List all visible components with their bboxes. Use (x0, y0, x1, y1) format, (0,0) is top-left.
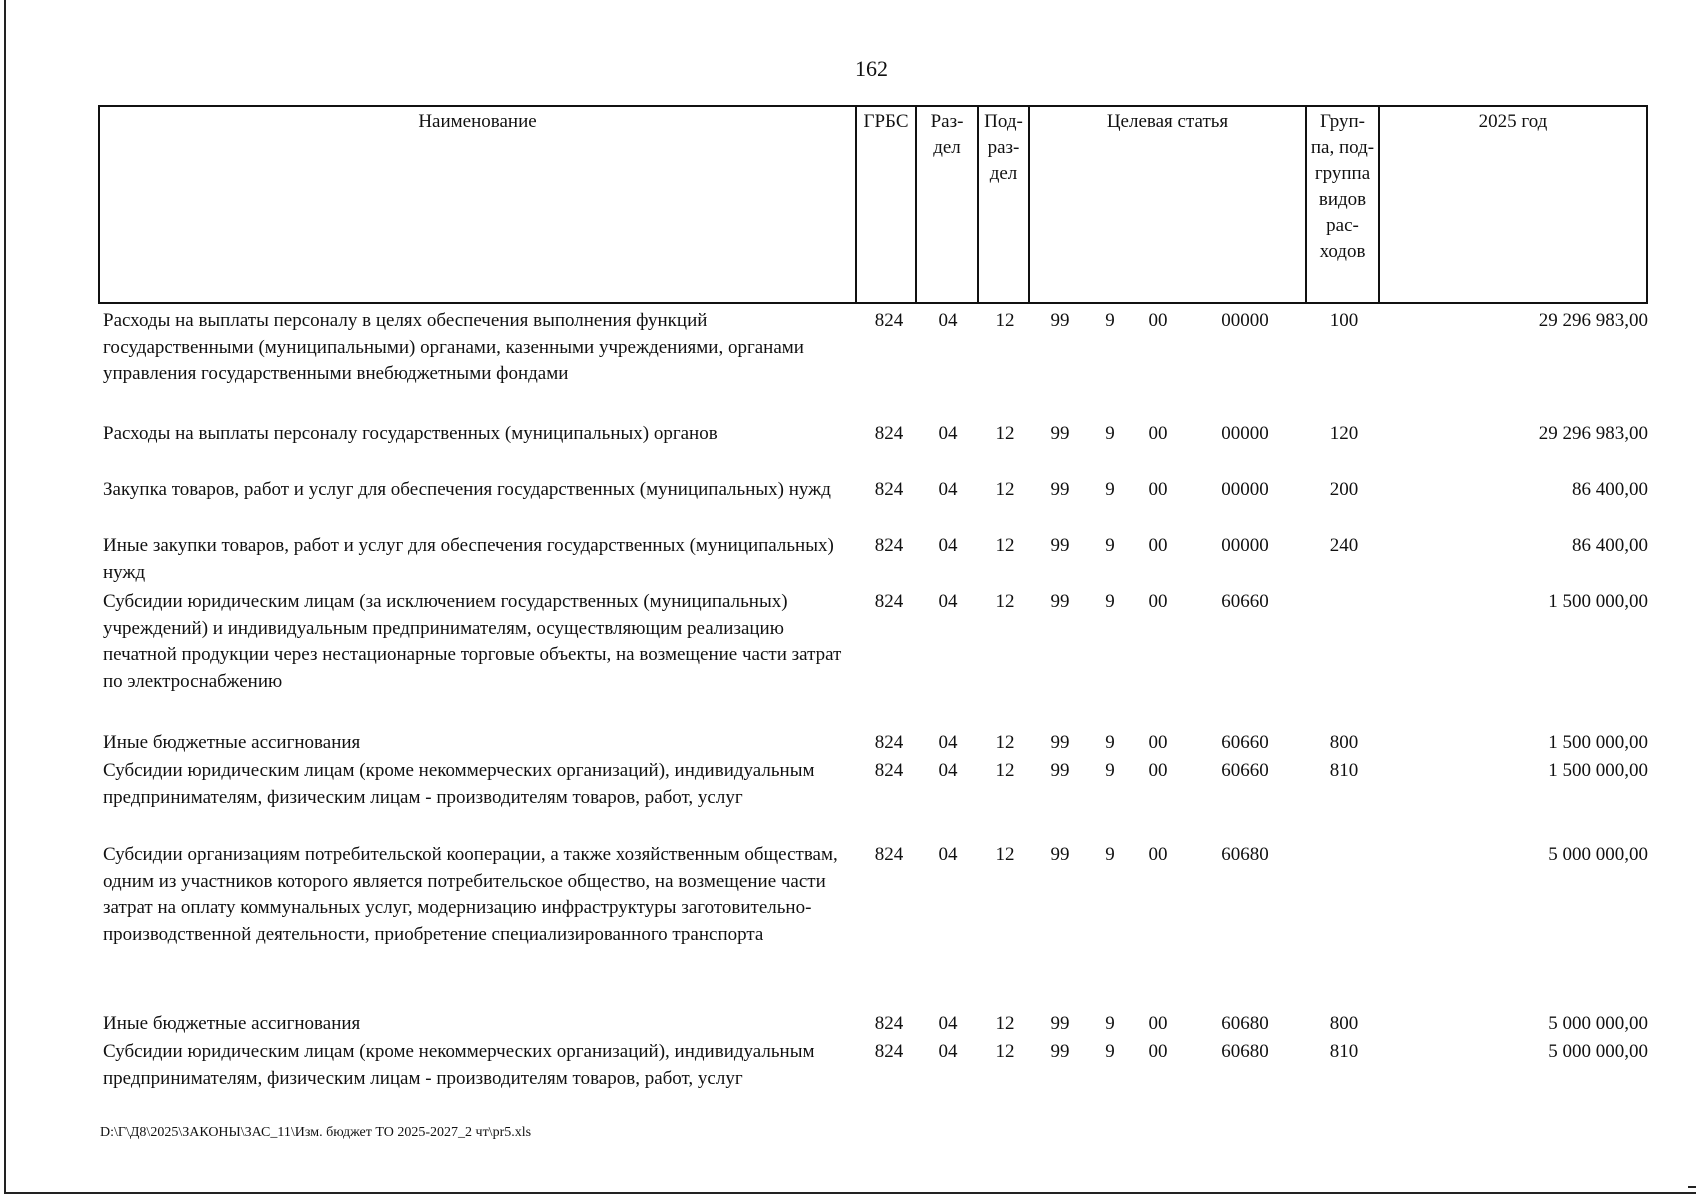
header-line: Целевая статья (1106, 111, 1229, 132)
row-name: Расходы на выплаты персоналу государственных (муниципальных) органов (103, 423, 718, 444)
target-code-cell: 60660 (1221, 591, 1269, 612)
razdel-cell: 04 (938, 1013, 958, 1034)
target-direction-cell: 00 (1148, 760, 1168, 781)
razdel-cell: 04 (938, 591, 958, 612)
header-expense-group (1305, 107, 1378, 302)
amount-cell: 5 000 000,00 (1548, 1013, 1648, 1034)
podrazdel-cell: 12 (995, 535, 1015, 556)
expense-group-cell: 810 (1329, 1041, 1359, 1062)
page-frame-right (1688, 1186, 1696, 1188)
target-program-cell: 99 (1050, 535, 1070, 556)
amount-cell: 5 000 000,00 (1548, 1041, 1648, 1062)
grbs-cell: 824 (874, 310, 904, 331)
header-line: Наименование (418, 111, 537, 132)
target-program-cell: 99 (1050, 423, 1070, 444)
grbs-cell: 824 (874, 591, 904, 612)
row-name: Субсидии юридическим лицам (за исключением государственных (муниципальных) учреждений) и индивидуальным предпринимателям, осуществляющим реализацию печатной продукции через нестационарные торговые объекты, на возмещение части затрат по электроснабжению (103, 591, 842, 692)
expense-group-cell: 100 (1329, 310, 1359, 331)
grbs-cell: 824 (874, 535, 904, 556)
expense-group-cell: 810 (1329, 760, 1359, 781)
podrazdel-cell: 12 (995, 760, 1015, 781)
target-program-cell: 99 (1050, 1041, 1070, 1062)
header-grbs (855, 107, 915, 302)
target-subprogram-cell: 9 (1105, 1013, 1115, 1034)
grbs-cell: 824 (874, 732, 904, 753)
razdel-cell: 04 (938, 1041, 958, 1062)
grbs-cell: 824 (874, 423, 904, 444)
row-name: Субсидии организациям потребительской кооперации, а также хозяйственным обществам, одним из участников которого является потребительское общество, на возмещение части затрат на оплату коммунальных услуг, модернизацию инфраструктуры заготовительно-производственной деятельности, приобретение специализированного транспорта (103, 844, 838, 945)
row-name: Иные бюджетные ассигнования (103, 732, 361, 753)
table-header (98, 105, 1648, 304)
podrazdel-cell: 12 (995, 1041, 1015, 1062)
target-program-cell: 99 (1050, 479, 1070, 500)
grbs-cell: 824 (874, 1041, 904, 1062)
target-subprogram-cell: 9 (1105, 844, 1115, 865)
podrazdel-cell: 12 (995, 844, 1015, 865)
target-subprogram-cell: 9 (1105, 423, 1115, 444)
amount-cell: 86 400,00 (1572, 479, 1648, 500)
file-path: D:\Г\Д8\2025\ЗАКОНЫ\ЗАС_11\Изм. бюджет ТО 2025-2027_2 чт\pr5.xls (100, 1125, 532, 1140)
amount-cell: 29 296 983,00 (1538, 423, 1648, 444)
podrazdel-cell: 12 (995, 423, 1015, 444)
header-line: ГРБС (863, 111, 909, 132)
expense-group-cell: 800 (1329, 732, 1359, 753)
target-code-cell: 60660 (1221, 732, 1269, 753)
row-name: Субсидии юридическим лицам (кроме некоммерческих организаций), индивидуальным предпринимателям, физическим лицам - производителям товаров, работ, услуг (103, 760, 815, 808)
target-direction-cell: 00 (1148, 310, 1168, 331)
header-target-article (1028, 107, 1305, 302)
page-frame-left (4, 0, 6, 1192)
podrazdel-cell: 12 (995, 310, 1015, 331)
target-program-cell: 99 (1050, 591, 1070, 612)
expense-group-cell: 240 (1329, 535, 1359, 556)
header-razdel (915, 107, 977, 302)
row-name: Субсидии юридическим лицам (кроме некоммерческих организаций), индивидуальным предпринимателям, физическим лицам - производителям товаров, работ, услуг (103, 1041, 815, 1089)
header-line: дел (933, 137, 961, 158)
amount-cell: 29 296 983,00 (1538, 310, 1648, 331)
header-podrazdel (977, 107, 1028, 302)
amount-cell: 5 000 000,00 (1548, 844, 1648, 865)
target-code-cell: 00000 (1221, 310, 1269, 331)
podrazdel-cell: 12 (995, 732, 1015, 753)
target-code-cell: 60680 (1221, 1041, 1269, 1062)
target-subprogram-cell: 9 (1105, 310, 1115, 331)
target-subprogram-cell: 9 (1105, 1041, 1115, 1062)
header-line: Раз- (930, 111, 964, 132)
target-program-cell: 99 (1050, 760, 1070, 781)
target-direction-cell: 00 (1148, 844, 1168, 865)
razdel-cell: 04 (938, 479, 958, 500)
target-program-cell: 99 (1050, 1013, 1070, 1034)
header-line: па, под- (1310, 137, 1375, 158)
amount-cell: 1 500 000,00 (1548, 732, 1648, 753)
expense-group-cell: 800 (1329, 1013, 1359, 1034)
row-name: Иные бюджетные ассигнования (103, 1013, 361, 1034)
header-line: раз- (987, 137, 1020, 158)
podrazdel-cell: 12 (995, 591, 1015, 612)
target-code-cell: 60680 (1221, 1013, 1269, 1034)
target-code-cell: 60680 (1221, 844, 1269, 865)
target-direction-cell: 00 (1148, 1013, 1168, 1034)
podrazdel-cell: 12 (995, 1013, 1015, 1034)
target-direction-cell: 00 (1148, 591, 1168, 612)
header-line: группа (1314, 163, 1371, 184)
target-direction-cell: 00 (1148, 479, 1168, 500)
grbs-cell: 824 (874, 479, 904, 500)
target-direction-cell: 00 (1148, 423, 1168, 444)
target-code-cell: 00000 (1221, 423, 1269, 444)
header-name (100, 107, 855, 302)
header-line: 2025 год (1478, 111, 1548, 132)
amount-cell: 1 500 000,00 (1548, 591, 1648, 612)
row-name: Расходы на выплаты персоналу в целях обеспечения выполнения функций государственными (муниципальными) органами, казенными учреждениями, органами управления государственными внебюджетными фондами (103, 310, 804, 385)
grbs-cell: 824 (874, 760, 904, 781)
target-code-cell: 60660 (1221, 760, 1269, 781)
target-direction-cell: 00 (1148, 732, 1168, 753)
grbs-cell: 824 (874, 1013, 904, 1034)
razdel-cell: 04 (938, 310, 958, 331)
target-subprogram-cell: 9 (1105, 760, 1115, 781)
page-frame-bottom (4, 1192, 1696, 1194)
header-line: ходов (1319, 241, 1366, 262)
grbs-cell: 824 (874, 844, 904, 865)
header-line: видов (1318, 189, 1367, 210)
target-code-cell: 00000 (1221, 535, 1269, 556)
row-name: Иные закупки товаров, работ и услуг для обеспечения государственных (муниципальных) нужд (103, 535, 834, 583)
header-line: Под- (984, 111, 1023, 132)
razdel-cell: 04 (938, 844, 958, 865)
expense-group-cell: 200 (1329, 479, 1359, 500)
target-direction-cell: 00 (1148, 1041, 1168, 1062)
podrazdel-cell: 12 (995, 479, 1015, 500)
page-number: 162 (855, 56, 888, 81)
razdel-cell: 04 (938, 760, 958, 781)
target-subprogram-cell: 9 (1105, 479, 1115, 500)
target-program-cell: 99 (1050, 844, 1070, 865)
razdel-cell: 04 (938, 423, 958, 444)
target-subprogram-cell: 9 (1105, 535, 1115, 556)
target-program-cell: 99 (1050, 732, 1070, 753)
razdel-cell: 04 (938, 732, 958, 753)
target-subprogram-cell: 9 (1105, 732, 1115, 753)
target-subprogram-cell: 9 (1105, 591, 1115, 612)
amount-cell: 86 400,00 (1572, 535, 1648, 556)
expense-group-cell: 120 (1329, 423, 1359, 444)
header-line: дел (989, 163, 1018, 184)
target-code-cell: 00000 (1221, 479, 1269, 500)
amount-cell: 1 500 000,00 (1548, 760, 1648, 781)
razdel-cell: 04 (938, 535, 958, 556)
header-year (1378, 107, 1646, 302)
target-program-cell: 99 (1050, 310, 1070, 331)
row-name: Закупка товаров, работ и услуг для обеспечения государственных (муниципальных) нужд (103, 479, 831, 500)
target-direction-cell: 00 (1148, 535, 1168, 556)
header-line: Груп- (1319, 111, 1366, 132)
header-line: рас- (1326, 215, 1359, 236)
